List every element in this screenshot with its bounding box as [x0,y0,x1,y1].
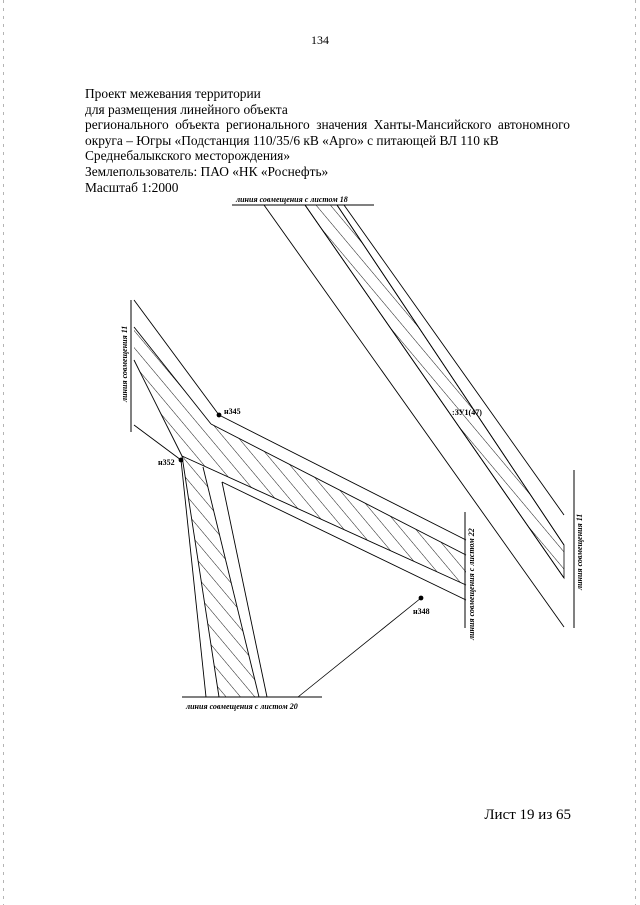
match-line-right-lower-label: линия совмещения с листом 22 [467,528,476,640]
diagonal-corridor-inner-right [337,205,564,545]
diagonal-corridor [264,205,564,627]
match-line-right-upper [574,470,584,628]
match-line-top-label: линия совмещения с листом 18 [236,195,348,204]
point-n352 [158,458,183,467]
match-line-right-lower [465,512,476,641]
header-line-substation: округа – Югры «Подстанция 110/35/6 кВ «Арго» с питающей ВЛ 110 кВ [85,132,499,148]
header-line-scale: Масштаб 1:2000 [85,179,179,195]
sheet-number: Лист 19 из 65 [484,807,571,823]
point-n348-label: н348 [413,607,430,616]
point-n348-marker [419,596,424,601]
match-line-left-label: линия совмещения 11 [120,325,129,402]
survey-line-n348 [298,598,421,697]
match-line-bottom [182,697,322,711]
point-n345-label: н345 [224,407,241,416]
header-line-land-user: Землепользователь: ПАО «НК «Роснефть» [85,163,329,179]
match-line-bottom-label: линия совмещения с листом 20 [186,702,298,711]
point-n345 [217,407,241,417]
match-line-right-upper-label: линия совмещения 11 [575,513,584,590]
parcel-label: :ЗУ1(47) [452,408,482,417]
branch-inner-top-b [211,424,466,555]
point-n352-label: н352 [158,458,175,467]
header-line-project: Проект межевания территории [85,86,261,101]
header-line-object: регионального объекта регионального значения Ханты-Мансийского автономного [85,117,570,133]
point-n348 [413,596,430,616]
match-line-left [120,300,131,432]
diagonal-corridor-outer-right [344,205,564,515]
point-n352-marker [179,458,184,463]
diagonal-corridor-outer-left [264,205,564,627]
header-line-field: Среднебалыкского месторождения» [85,148,291,164]
point-n345-marker [217,413,222,418]
header-line-purpose: для размещения линейного объекта [85,101,288,117]
page-number: 134 [311,33,329,47]
match-line-top [232,195,374,205]
